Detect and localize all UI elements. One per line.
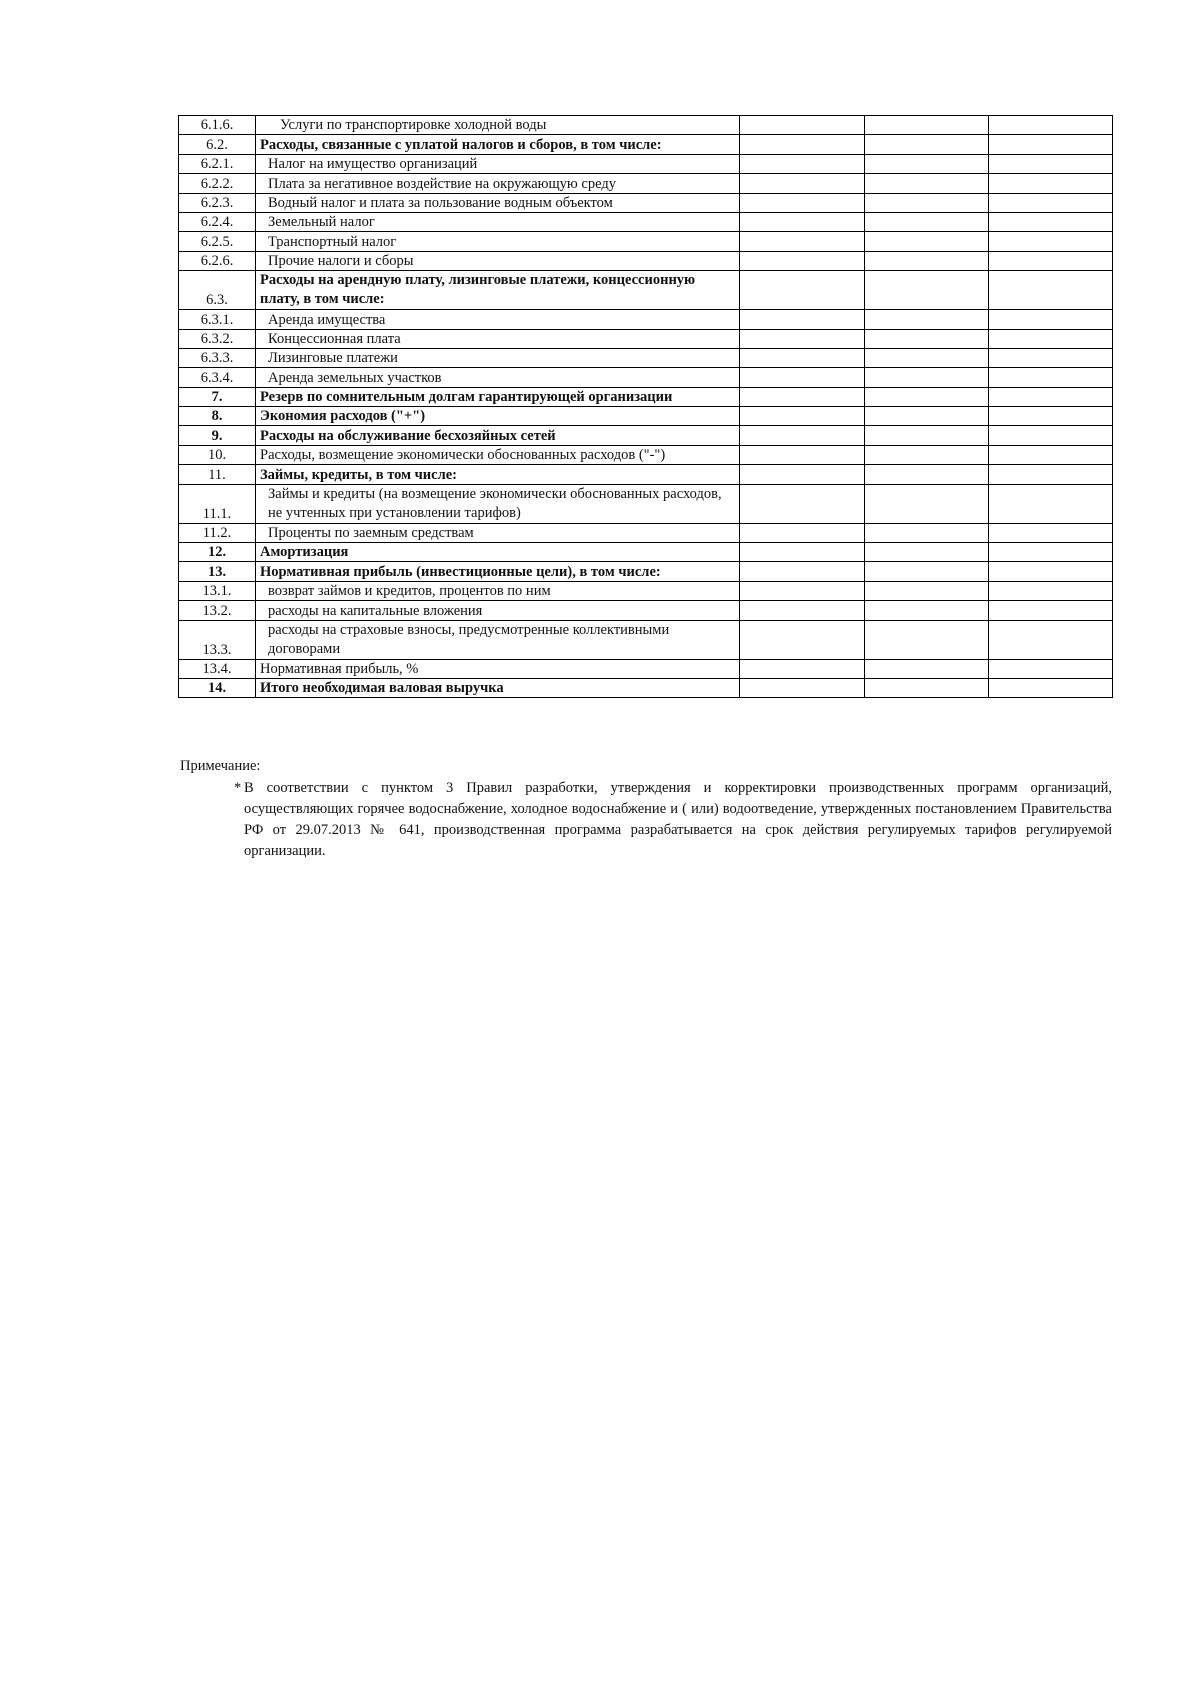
value-cell (740, 484, 865, 523)
note-asterisk: * (234, 780, 242, 796)
value-cell (989, 543, 1113, 562)
table-row (179, 484, 1113, 523)
table-row (179, 659, 1113, 678)
value-cell (865, 562, 989, 581)
value-cell (989, 426, 1113, 445)
row-name: Расходы на обслуживание бесхозяйных сетей (256, 426, 740, 445)
row-name: Резерв по сомнительным долгам гарантирующей организации (256, 387, 740, 406)
value-cell (865, 543, 989, 562)
value-cell (865, 368, 989, 387)
row-name: Итого необходимая валовая выручка (256, 678, 740, 697)
table-row (179, 135, 1113, 154)
row-number: 6.3.3. (179, 348, 256, 367)
value-cell (989, 601, 1113, 620)
value-cell (989, 154, 1113, 173)
row-name: Нормативная прибыль (инвестиционные цели), в том числе: (256, 562, 740, 581)
value-cell (740, 271, 865, 310)
row-name: Расходы на арендную плату, лизинговые платежи, концессионную плату, в том числе: (256, 271, 740, 310)
value-cell (989, 678, 1113, 697)
value-cell (740, 348, 865, 367)
table-row (179, 251, 1113, 270)
row-number: 13.2. (179, 601, 256, 620)
value-cell (865, 484, 989, 523)
row-number: 6.2.5. (179, 232, 256, 251)
table-row (179, 368, 1113, 387)
value-cell (865, 387, 989, 406)
row-name: Земельный налог (256, 212, 740, 231)
value-cell (740, 543, 865, 562)
row-number: 8. (179, 407, 256, 426)
value-cell (740, 212, 865, 231)
value-cell (989, 212, 1113, 231)
value-cell (740, 174, 865, 193)
row-name: Лизинговые платежи (256, 348, 740, 367)
row-name: Амортизация (256, 543, 740, 562)
row-number: 6.2.4. (179, 212, 256, 231)
value-cell (989, 348, 1113, 367)
value-cell (740, 465, 865, 484)
value-cell (740, 193, 865, 212)
value-cell (989, 135, 1113, 154)
row-number: 11.2. (179, 523, 256, 542)
value-cell (865, 193, 989, 212)
value-cell (865, 620, 989, 659)
row-number: 6.2.3. (179, 193, 256, 212)
row-number: 6.2.1. (179, 154, 256, 173)
row-number: 7. (179, 387, 256, 406)
value-cell (865, 445, 989, 464)
value-cell (989, 659, 1113, 678)
row-number: 13.1. (179, 581, 256, 600)
row-name: расходы на капитальные вложения (256, 601, 740, 620)
value-cell (865, 271, 989, 310)
row-number: 6.3.4. (179, 368, 256, 387)
value-cell (865, 523, 989, 542)
value-cell (740, 581, 865, 600)
value-cell (740, 426, 865, 445)
value-cell (740, 523, 865, 542)
row-name: Прочие налоги и сборы (256, 251, 740, 270)
value-cell (865, 348, 989, 367)
value-cell (740, 310, 865, 329)
value-cell (740, 678, 865, 697)
value-cell (740, 407, 865, 426)
table-row (179, 426, 1113, 445)
row-number: 6.2. (179, 135, 256, 154)
table-row (179, 271, 1113, 310)
cost-table-body (179, 116, 1113, 698)
value-cell (989, 484, 1113, 523)
value-cell (865, 659, 989, 678)
row-number: 13.3. (179, 620, 256, 659)
value-cell (740, 445, 865, 464)
row-number: 13.4. (179, 659, 256, 678)
value-cell (989, 271, 1113, 310)
value-cell (865, 601, 989, 620)
value-cell (865, 135, 989, 154)
row-name: Проценты по заемным средствам (256, 523, 740, 542)
value-cell (740, 659, 865, 678)
value-cell (989, 523, 1113, 542)
value-cell (740, 154, 865, 173)
value-cell (740, 387, 865, 406)
row-name: Транспортный налог (256, 232, 740, 251)
value-cell (740, 232, 865, 251)
table-row (179, 387, 1113, 406)
value-cell (989, 581, 1113, 600)
table-row (179, 465, 1113, 484)
table-row (179, 348, 1113, 367)
value-cell (865, 251, 989, 270)
row-number: 11. (179, 465, 256, 484)
table-row (179, 562, 1113, 581)
row-number: 6.1.6. (179, 116, 256, 135)
row-name: Аренда имущества (256, 310, 740, 329)
row-name: Займы и кредиты (на возмещение экономически обоснованных расходов, не учтенных при установлении тарифов) (256, 484, 740, 523)
table-row (179, 620, 1113, 659)
value-cell (865, 116, 989, 135)
row-number: 14. (179, 678, 256, 697)
row-number: 12. (179, 543, 256, 562)
row-number: 6.3.1. (179, 310, 256, 329)
value-cell (865, 212, 989, 231)
table-row (179, 407, 1113, 426)
row-name: Концессионная плата (256, 329, 740, 348)
row-name: Водный налог и плата за пользование водным объектом (256, 193, 740, 212)
note-title: Примечание: (180, 758, 261, 774)
table-row (179, 193, 1113, 212)
value-cell (989, 407, 1113, 426)
row-name: Займы, кредиты, в том числе: (256, 465, 740, 484)
row-name: Расходы, возмещение экономически обоснованных расходов ("-") (256, 445, 740, 464)
note-body (234, 778, 1112, 862)
value-cell (865, 174, 989, 193)
value-cell (865, 678, 989, 697)
table-row (179, 310, 1113, 329)
value-cell (740, 368, 865, 387)
value-cell (865, 407, 989, 426)
value-cell (989, 174, 1113, 193)
table-row (179, 581, 1113, 600)
value-cell (740, 620, 865, 659)
row-number: 11.1. (179, 484, 256, 523)
value-cell (865, 154, 989, 173)
value-cell (740, 135, 865, 154)
row-number: 13. (179, 562, 256, 581)
row-name: расходы на страховые взносы, предусмотренные коллективными договорами (256, 620, 740, 659)
table-row (179, 543, 1113, 562)
table-row (179, 154, 1113, 173)
table-row (179, 329, 1113, 348)
value-cell (865, 465, 989, 484)
table-row (179, 174, 1113, 193)
value-cell (989, 445, 1113, 464)
table-row (179, 678, 1113, 697)
row-name: Расходы, связанные с уплатой налогов и сборов, в том числе: (256, 135, 740, 154)
table-row (179, 601, 1113, 620)
value-cell (989, 251, 1113, 270)
value-cell (740, 329, 865, 348)
value-cell (989, 620, 1113, 659)
value-cell (989, 310, 1113, 329)
row-name: Нормативная прибыль, % (256, 659, 740, 678)
table-row (179, 116, 1113, 135)
value-cell (989, 387, 1113, 406)
value-cell (989, 116, 1113, 135)
value-cell (865, 232, 989, 251)
row-name: Плата за негативное воздействие на окружающую среду (256, 174, 740, 193)
value-cell (865, 310, 989, 329)
value-cell (989, 329, 1113, 348)
cost-table (178, 115, 1113, 698)
row-number: 10. (179, 445, 256, 464)
row-number: 6.2.2. (179, 174, 256, 193)
value-cell (989, 368, 1113, 387)
value-cell (989, 465, 1113, 484)
row-name: Аренда земельных участков (256, 368, 740, 387)
table-row (179, 523, 1113, 542)
value-cell (989, 232, 1113, 251)
value-cell (865, 426, 989, 445)
value-cell (740, 562, 865, 581)
row-number: 9. (179, 426, 256, 445)
value-cell (865, 329, 989, 348)
row-name: Услуги по транспортировке холодной воды (256, 116, 740, 135)
row-number: 6.2.6. (179, 251, 256, 270)
value-cell (865, 581, 989, 600)
row-number: 6.3.2. (179, 329, 256, 348)
table-row (179, 445, 1113, 464)
value-cell (989, 562, 1113, 581)
table-row (179, 212, 1113, 231)
row-name: Экономия расходов ("+") (256, 407, 740, 426)
value-cell (740, 251, 865, 270)
row-name: Налог на имущество организаций (256, 154, 740, 173)
table-row (179, 232, 1113, 251)
value-cell (989, 193, 1113, 212)
note-text: В соответствии с пунктом 3 Правил разработки, утверждения и корректировки производственных программ организаций, осуществляющих горячее водоснабжение, холодное водоснабжение и ( или) водоотведение, утвержденных постановлением Правительства РФ от 29.07.2013 № 641, производственная программа разрабатывается на срок действия регулируемых тарифов регулируемой организации. (244, 780, 1112, 859)
value-cell (740, 601, 865, 620)
row-number: 6.3. (179, 271, 256, 310)
value-cell (740, 116, 865, 135)
row-name: возврат займов и кредитов, процентов по ним (256, 581, 740, 600)
